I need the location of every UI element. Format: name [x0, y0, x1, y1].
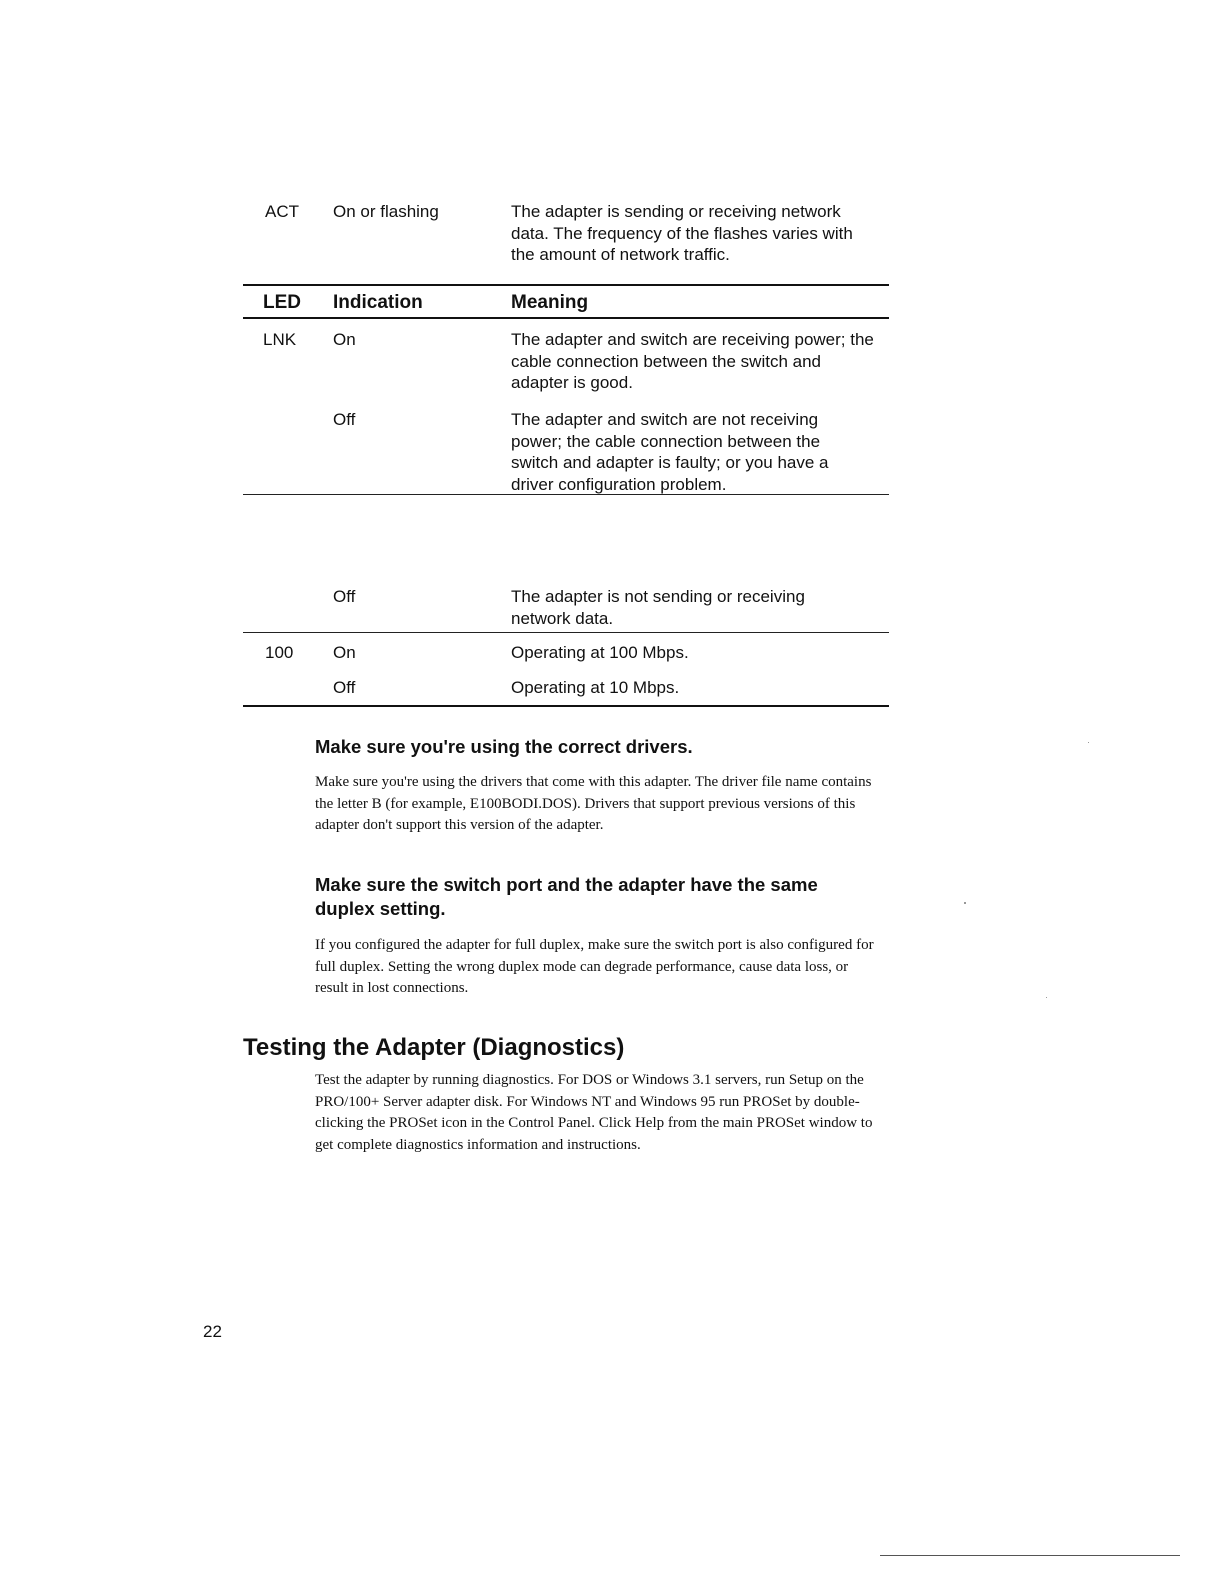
header-bottom-rule — [243, 317, 889, 319]
page-number: 22 — [203, 1322, 222, 1341]
duplex-body: If you configured the adapter for full duplex, make sure the switch port is also configured for full duplex. Setting the wrong duplex mode can degrade performance, cause data loss, or result in lost connections. — [315, 937, 874, 996]
table-row-led: 100 — [265, 643, 294, 662]
table-row-indication: Off — [333, 587, 356, 606]
table-top-rule — [243, 284, 889, 286]
table-row-meaning: The adapter and switch are receiving power; the cable connection between the switch and adapter is good. — [511, 330, 874, 392]
table-row-indication: On — [333, 330, 356, 349]
table-row-indication: Off — [333, 678, 356, 697]
group-divider — [243, 632, 889, 633]
testing-body: Test the adapter by running diagnostics. For DOS or Windows 3.1 servers, run Setup on the PRO/100+ Server adapter disk. For Windows NT and Windows 95 run PROSet by double-clicking the PROSet icon in the Control Panel. Click Help from the main PROSet window to get complete diagnostics information and instructions. — [315, 1072, 873, 1153]
table-row-indication: On — [333, 643, 356, 662]
header-led: LED — [263, 292, 301, 313]
drivers-body: Make sure you're using the drivers that come with this adapter. The driver file name contains the letter B (for example, E100BODI.DOS). Drivers that support previous versions of this adapter don't support this version of the adapter. — [315, 774, 872, 833]
scan-speck — [1046, 997, 1047, 998]
table-row-meaning: Operating at 100 Mbps. — [511, 643, 689, 662]
table-row-meaning: Operating at 10 Mbps. — [511, 678, 680, 697]
header-meaning: Meaning — [511, 292, 589, 313]
scan-edge-line — [880, 1555, 1180, 1556]
duplex-heading: Make sure the switch port and the adapter have the same duplex setting. — [315, 874, 818, 919]
table-row-meaning: The adapter is not sending or receiving network data. — [511, 587, 805, 628]
table-row-led: ACT — [265, 202, 299, 221]
table-row-indication: On or flashing — [333, 202, 439, 221]
drivers-heading: Make sure you're using the correct drivers. — [315, 736, 693, 757]
table-bottom-rule — [243, 705, 889, 707]
table-row-meaning: The adapter and switch are not receiving power; the cable connection between the switch and adapter is faulty; or you have a driver configuration problem. — [511, 410, 829, 494]
scan-speck — [964, 902, 966, 904]
scan-speck — [1088, 742, 1089, 743]
group-divider — [243, 494, 889, 495]
table-row-meaning: The adapter is sending or receiving network data. The frequency of the flashes varies with the amount of network traffic. — [511, 202, 853, 264]
testing-heading: Testing the Adapter (Diagnostics) — [243, 1034, 625, 1061]
table-row-led: LNK — [263, 330, 297, 349]
header-indication: Indication — [333, 292, 423, 313]
table-row-indication: Off — [333, 410, 356, 429]
